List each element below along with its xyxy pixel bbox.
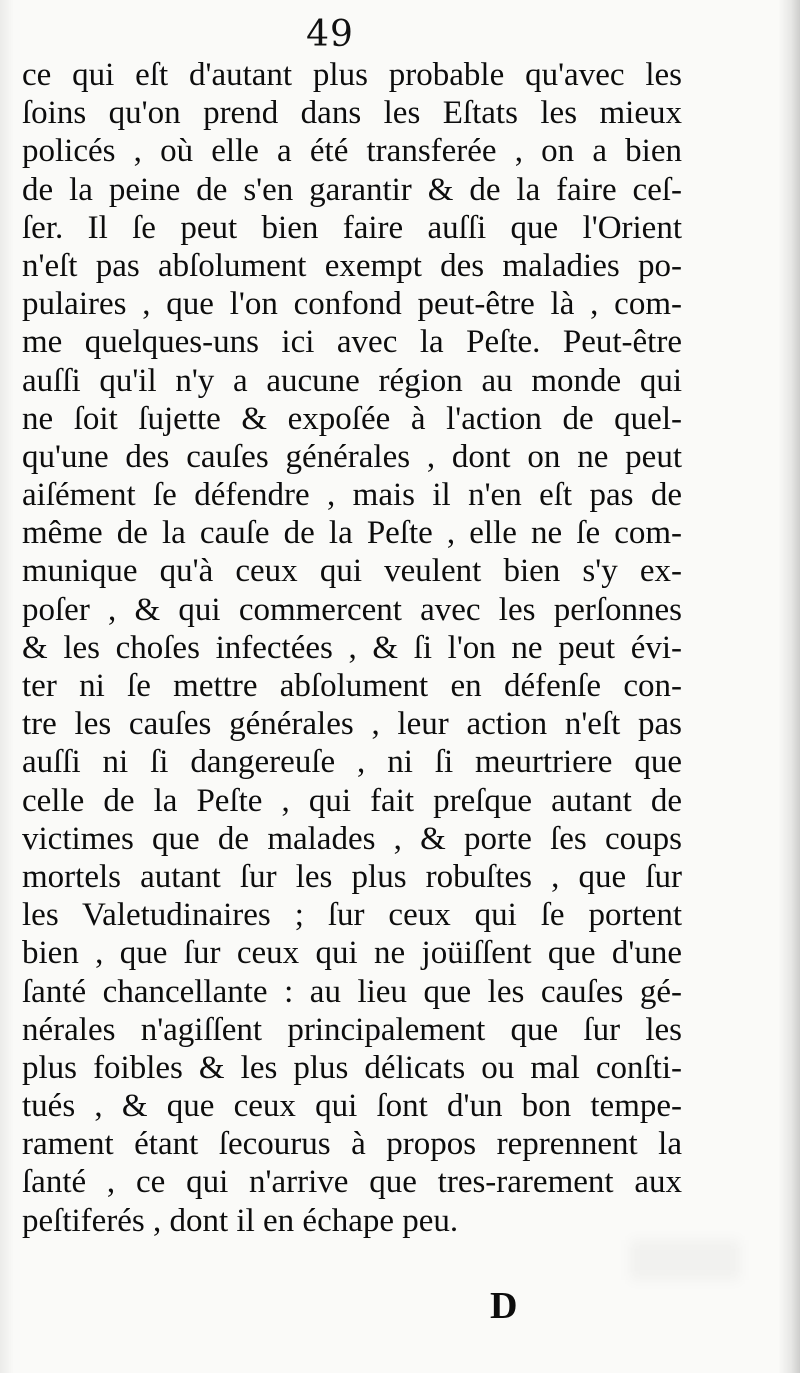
text-line: ter ni ſe mettre abſolument en défenſe con- xyxy=(22,668,682,704)
text-line: qu'une des cauſes générales , dont on ne peut xyxy=(22,438,682,475)
text-line: ſanté , ce qui n'arrive que tres-rarement aux xyxy=(22,1164,682,1201)
page-number: 49 xyxy=(306,14,354,55)
text-line: bien , que ſur ceux qui ne joüiſſent que d'une xyxy=(22,935,682,972)
text-line: ne ſoit ſujette & expoſée à l'action de quel- xyxy=(22,400,682,437)
text-line: peſtiferés , dont il en échape peu. xyxy=(22,1202,459,1239)
text-line: pulaires , que l'on confond peut-être là , com- xyxy=(22,286,682,323)
text-line: & les choſes infectées , & ſi l'on ne peut évi- xyxy=(22,629,682,666)
text-line: tués , & que ceux qui ſont d'un bon tempe- xyxy=(22,1088,682,1125)
text-line: me quelques-uns ici avec la Peſte. Peut-être xyxy=(22,324,682,361)
text-line: nérales n'agiſſent principalement que ſur les xyxy=(22,1011,682,1048)
text-line: tre les cauſes générales , leur action n'eſt pas xyxy=(22,706,682,743)
text-line: ſer. Il ſe peut bien faire auſſi que l'Orient xyxy=(22,209,682,246)
text-line: aiſément ſe défendre , mais il n'en eſt pas de xyxy=(22,477,682,514)
text-line: rament étant ſecourus à propos reprennent la xyxy=(22,1126,682,1163)
text-line: auſſi qu'il n'y a aucune région au monde qui xyxy=(22,362,682,399)
page-edge-shadow xyxy=(778,0,800,1373)
text-line: ce qui eſt d'autant plus probable qu'avec les xyxy=(22,57,682,93)
text-line: munique qu'à ceux qui veulent bien s'y ex- xyxy=(22,553,682,590)
text-line: celle de la Peſte , qui fait preſque autant de xyxy=(22,782,682,819)
text-line: même de la cauſe de la Peſte , elle ne ſe com- xyxy=(22,515,682,552)
text-line: plus foibles & les plus délicats ou mal conſti- xyxy=(22,1049,682,1086)
text-line: ſoins qu'on prend dans les Eſtats les mieux xyxy=(22,95,682,132)
text-line: les Valetudinaires ; ſur ceux qui ſe portent xyxy=(22,897,682,934)
text-line: mortels autant ſur les plus robuſtes , que ſur xyxy=(22,858,682,895)
text-line: n'eſt pas abſolument exempt des maladies po- xyxy=(22,247,682,284)
ink-bleed-through xyxy=(630,1240,740,1280)
page-gutter-shadow xyxy=(0,0,14,1373)
catchword: D xyxy=(490,1285,518,1327)
text-line: victimes que de malades , & porte ſes coups xyxy=(22,820,682,857)
text-line: policés , où elle a été transferée , on a bien xyxy=(22,133,682,170)
text-line: de la peine de s'en garantir & de la faire ceſ- xyxy=(22,171,682,208)
text-line: ſanté chancellante : au lieu que les cauſes gé- xyxy=(22,973,682,1010)
body-text xyxy=(22,56,682,1240)
text-line: poſer , & qui commercent avec les perſonnes xyxy=(22,591,682,628)
text-line: auſſi ni ſi dangereuſe , ni ſi meurtriere que xyxy=(22,744,682,781)
